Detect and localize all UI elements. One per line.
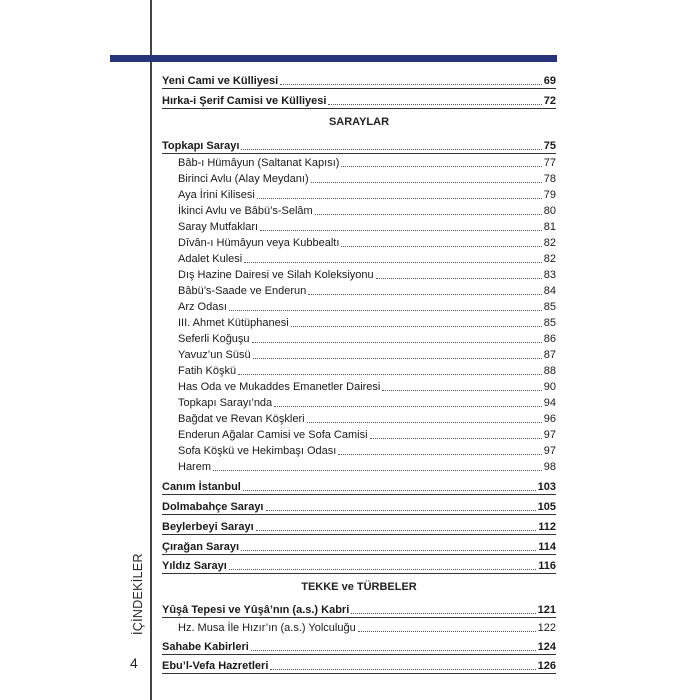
leader-dots	[229, 569, 536, 570]
toc-subentry	[178, 442, 556, 458]
entry-page: 116	[538, 560, 556, 572]
entry-title: Yıldız Sarayı	[162, 560, 227, 572]
header-bar	[110, 55, 557, 62]
entry-title: Bâb-ı Hümâyun (Saltanat Kapısı)	[178, 157, 340, 169]
entry-title: Çırağan Sarayı	[162, 541, 240, 553]
toc-subentry	[178, 250, 556, 266]
toc-entry-hirka-i-serif	[162, 92, 556, 109]
entry-title: Harem	[178, 461, 212, 473]
entry-title: Yûşâ Tepesi ve Yûşâ’nın (a.s.) Kabri	[162, 604, 350, 616]
entry-page: 79	[543, 189, 556, 201]
entry-page: 97	[543, 445, 556, 457]
entry-title: Saray Mutfakları	[178, 221, 259, 233]
entry-title: Canım İstanbul	[162, 481, 241, 493]
leader-dots	[243, 490, 536, 491]
entry-page: 86	[543, 333, 556, 345]
toc-subentry	[178, 154, 556, 170]
entry-page: 121	[537, 604, 556, 616]
entry-page: 114	[538, 541, 556, 553]
toc-subentry	[178, 218, 556, 234]
entry-title: Seferli Koğuşu	[178, 333, 250, 345]
toc-entry-sahabe-kabirleri	[162, 638, 556, 655]
entry-title: Sofa Köşkü ve Hekimbaşı Odası	[178, 445, 337, 457]
leader-dots	[213, 470, 542, 471]
leader-dots	[274, 406, 542, 407]
toc-subentry	[178, 298, 556, 314]
entry-title: Birinci Avlu (Alay Meydanı)	[178, 173, 309, 185]
entry-title: Hırka-i Şerif Camisi ve Külliyesi	[162, 95, 327, 107]
entry-page: 72	[543, 95, 556, 107]
entry-page: 97	[543, 429, 556, 441]
entry-page: 75	[543, 140, 556, 152]
entry-title: Dış Hazine Dairesi ve Silah Koleksiyonu	[178, 269, 374, 281]
toc-entry-topkapi	[162, 137, 556, 154]
leader-dots	[311, 182, 542, 183]
entry-title: Topkapı Sarayı	[162, 140, 240, 152]
toc-subentry	[178, 266, 556, 282]
leader-dots	[315, 214, 542, 215]
leader-dots	[241, 149, 541, 150]
toc-subentry	[178, 458, 556, 474]
section-heading-saraylar: SARAYLAR	[328, 116, 390, 128]
toc-entry-yildiz	[162, 557, 556, 574]
leader-dots	[266, 510, 536, 511]
entry-title: Dolmabahçe Sarayı	[162, 501, 264, 513]
side-title-text: İÇİNDEKİLER	[131, 553, 145, 635]
leader-dots	[382, 390, 541, 391]
toc-subentry	[178, 362, 556, 378]
entry-title: Enderun Ağalar Camisi ve Sofa Camisi	[178, 429, 368, 441]
toc-subentry	[178, 346, 556, 362]
leader-dots	[256, 530, 537, 531]
leader-dots	[341, 166, 541, 167]
leader-dots	[338, 454, 541, 455]
leader-dots	[358, 631, 536, 632]
toc-entry-ebul-vefa	[162, 657, 556, 674]
entry-page: 96	[543, 413, 556, 425]
toc-subentry	[178, 314, 556, 330]
entry-title: Dîvân-ı Hümâyun veya Kubbealtı	[178, 237, 340, 249]
entry-title: Yavuz’un Süsü	[178, 349, 251, 361]
entry-page: 85	[543, 301, 556, 313]
toc-subentry	[178, 170, 556, 186]
entry-page: 112	[538, 521, 556, 533]
leader-dots	[252, 342, 542, 343]
toc-entry-ciragan	[162, 538, 556, 555]
entry-title: Bağdat ve Revan Köşkleri	[178, 413, 305, 425]
leader-dots	[238, 374, 542, 375]
toc-entry-dolmabahce	[162, 498, 556, 515]
leader-dots	[351, 613, 535, 614]
toc-subentry	[178, 186, 556, 202]
toc-subentry	[178, 330, 556, 346]
entry-page: 98	[543, 461, 556, 473]
leader-dots	[253, 358, 542, 359]
leader-dots	[241, 550, 536, 551]
leader-dots	[244, 262, 542, 263]
entry-title: Sahabe Kabirleri	[162, 641, 249, 653]
toc-subentry	[178, 234, 556, 250]
leader-dots	[341, 246, 541, 247]
entry-page: 77	[543, 157, 556, 169]
entry-title: Topkapı Sarayı’nda	[178, 397, 273, 409]
toc-subentry	[178, 282, 556, 298]
entry-page: 87	[543, 349, 556, 361]
toc-subentry	[178, 619, 556, 635]
page-number: 4	[130, 655, 138, 671]
toc-entry-beylerbeyi	[162, 518, 556, 535]
entry-title: Yeni Cami ve Külliyesi	[162, 75, 279, 87]
leader-dots	[291, 326, 542, 327]
leader-dots	[257, 198, 542, 199]
entry-title: Ebu’l-Vefa Hazretleri	[162, 660, 269, 672]
entry-title: Adalet Kulesi	[178, 253, 243, 265]
leader-dots	[308, 294, 542, 295]
entry-title: İkinci Avlu ve Bâbü’s-Selâm	[178, 205, 313, 217]
entry-page: 81	[543, 221, 556, 233]
toc-entry-canim-istanbul	[162, 478, 556, 495]
entry-title: Bâbü’s-Saade ve Enderun	[178, 285, 307, 297]
leader-dots	[280, 84, 542, 85]
toc-entry-yeni-cami	[162, 72, 556, 89]
entry-page: 126	[537, 660, 556, 672]
leader-dots	[229, 310, 542, 311]
entry-title: Aya İrini Kilisesi	[178, 189, 255, 201]
leader-dots	[251, 650, 536, 651]
toc-entry-yusa-tepesi	[162, 601, 556, 618]
entry-page: 69	[543, 75, 556, 87]
entry-title: Fatih Köşkü	[178, 365, 237, 377]
entry-page: 94	[543, 397, 556, 409]
leader-dots	[370, 438, 542, 439]
entry-page: 82	[543, 237, 556, 249]
leader-dots	[376, 278, 542, 279]
entry-page: 83	[543, 269, 556, 281]
leader-dots	[307, 422, 542, 423]
toc-subentry	[178, 426, 556, 442]
toc-subentry	[178, 410, 556, 426]
entry-page: 105	[537, 501, 556, 513]
entry-page: 88	[543, 365, 556, 377]
section-heading-tekke-turbeler: TEKKE ve TÜRBELER	[301, 581, 417, 593]
entry-page: 103	[537, 481, 556, 493]
entry-page: 84	[543, 285, 556, 297]
entry-page: 80	[543, 205, 556, 217]
entry-page: 78	[543, 173, 556, 185]
entry-page: 85	[543, 317, 556, 329]
margin-rule	[150, 0, 152, 700]
leader-dots	[260, 230, 542, 231]
toc-subentry	[178, 378, 556, 394]
entry-page: 82	[543, 253, 556, 265]
toc-subentry	[178, 202, 556, 218]
entry-title: Has Oda ve Mukaddes Emanetler Dairesi	[178, 381, 381, 393]
entry-title: III. Ahmet Kütüphanesi	[178, 317, 289, 329]
leader-dots	[328, 104, 541, 105]
leader-dots	[270, 669, 535, 670]
toc-subentry	[178, 394, 556, 410]
entry-page: 122	[537, 622, 556, 634]
entry-title: Hz. Musa İle Hızır’ın (a.s.) Yolculuğu	[178, 622, 356, 634]
entry-page: 90	[543, 381, 556, 393]
entry-title: Arz Odası	[178, 301, 227, 313]
entry-title: Beylerbeyi Sarayı	[162, 521, 254, 533]
entry-page: 124	[537, 641, 556, 653]
